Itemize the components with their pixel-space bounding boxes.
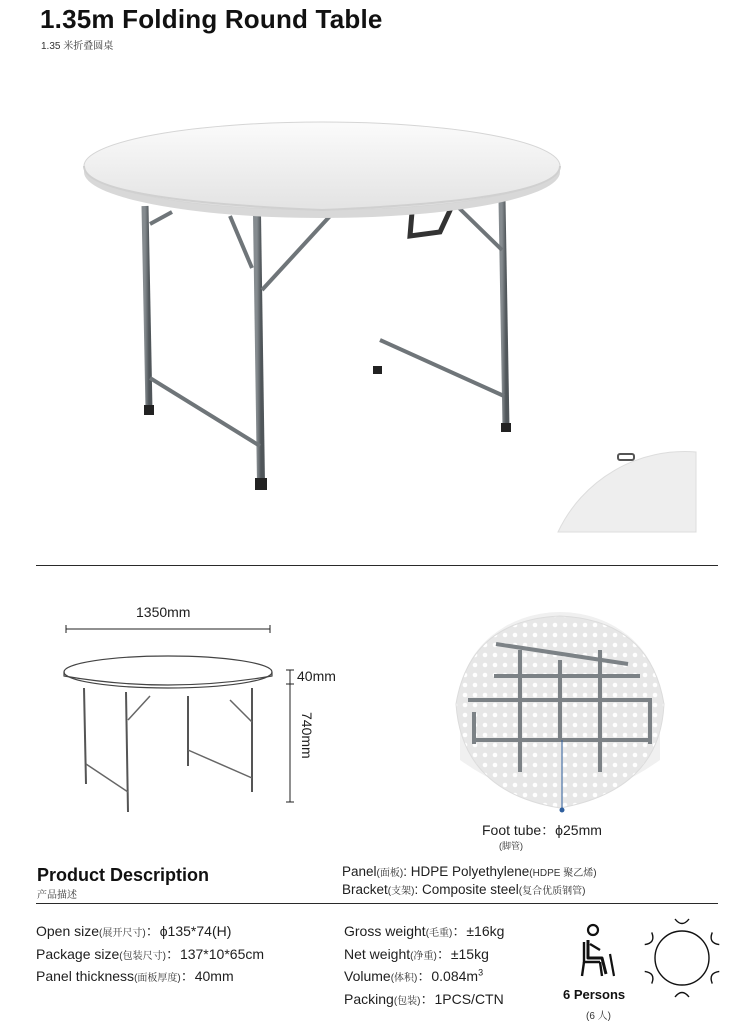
spec-panel-thickness: Panel thickness(面板厚度)：40mm <box>36 968 234 984</box>
seating-table-outline <box>655 931 709 985</box>
spec-open-size: Open size(展开尺寸)：ϕ135*74(H) <box>36 923 232 939</box>
panel-material: Panel(面板): HDPE Polyethylene(HDPE 聚乙烯) <box>342 864 597 879</box>
seat-2 <box>708 932 719 946</box>
capacity-label-cn: (6 人) <box>586 1011 611 1022</box>
width-dimension-label: 1350mm <box>136 604 191 620</box>
product-description-title: Product Description <box>37 865 210 885</box>
section-divider <box>36 565 718 566</box>
foot-tube-label-cn: (脚管) <box>499 841 523 851</box>
top-thickness-label: 40mm <box>297 668 336 684</box>
bracket-material: Bracket(支架): Composite steel(复合优质钢管) <box>342 882 586 897</box>
product-description-subtitle: 产品描述 <box>37 890 77 901</box>
foot-tube-label: Foot tube：ϕ25mm <box>482 822 602 838</box>
capacity-label: 6 Persons <box>563 987 626 1002</box>
page-title: 1.35m Folding Round Table <box>40 4 383 34</box>
spec-package-size: Package size(包装尺寸)：137*10*65cm <box>36 946 265 962</box>
description-divider <box>36 903 718 904</box>
seat-6 <box>645 932 656 946</box>
spec-gross-weight: Gross weight(毛重)：±16kg <box>344 923 505 939</box>
seat-5 <box>645 969 656 983</box>
seating-layout-icon <box>640 914 730 1004</box>
seat-3 <box>708 969 719 983</box>
spec-net-weight: Net weight(净重)：±15kg <box>344 946 489 962</box>
seat-4 <box>675 993 689 998</box>
seated-person-icon <box>580 924 620 980</box>
height-dimension-label: 740mm <box>299 712 315 759</box>
page-subtitle: 1.35 米折叠圆桌 <box>41 41 114 52</box>
spec-packing: Packing(包装)：1PCS/CTN <box>344 991 504 1007</box>
seat-1 <box>675 919 689 924</box>
spec-volume: Volume(体积)：$0.084m^3$ <box>344 967 484 984</box>
